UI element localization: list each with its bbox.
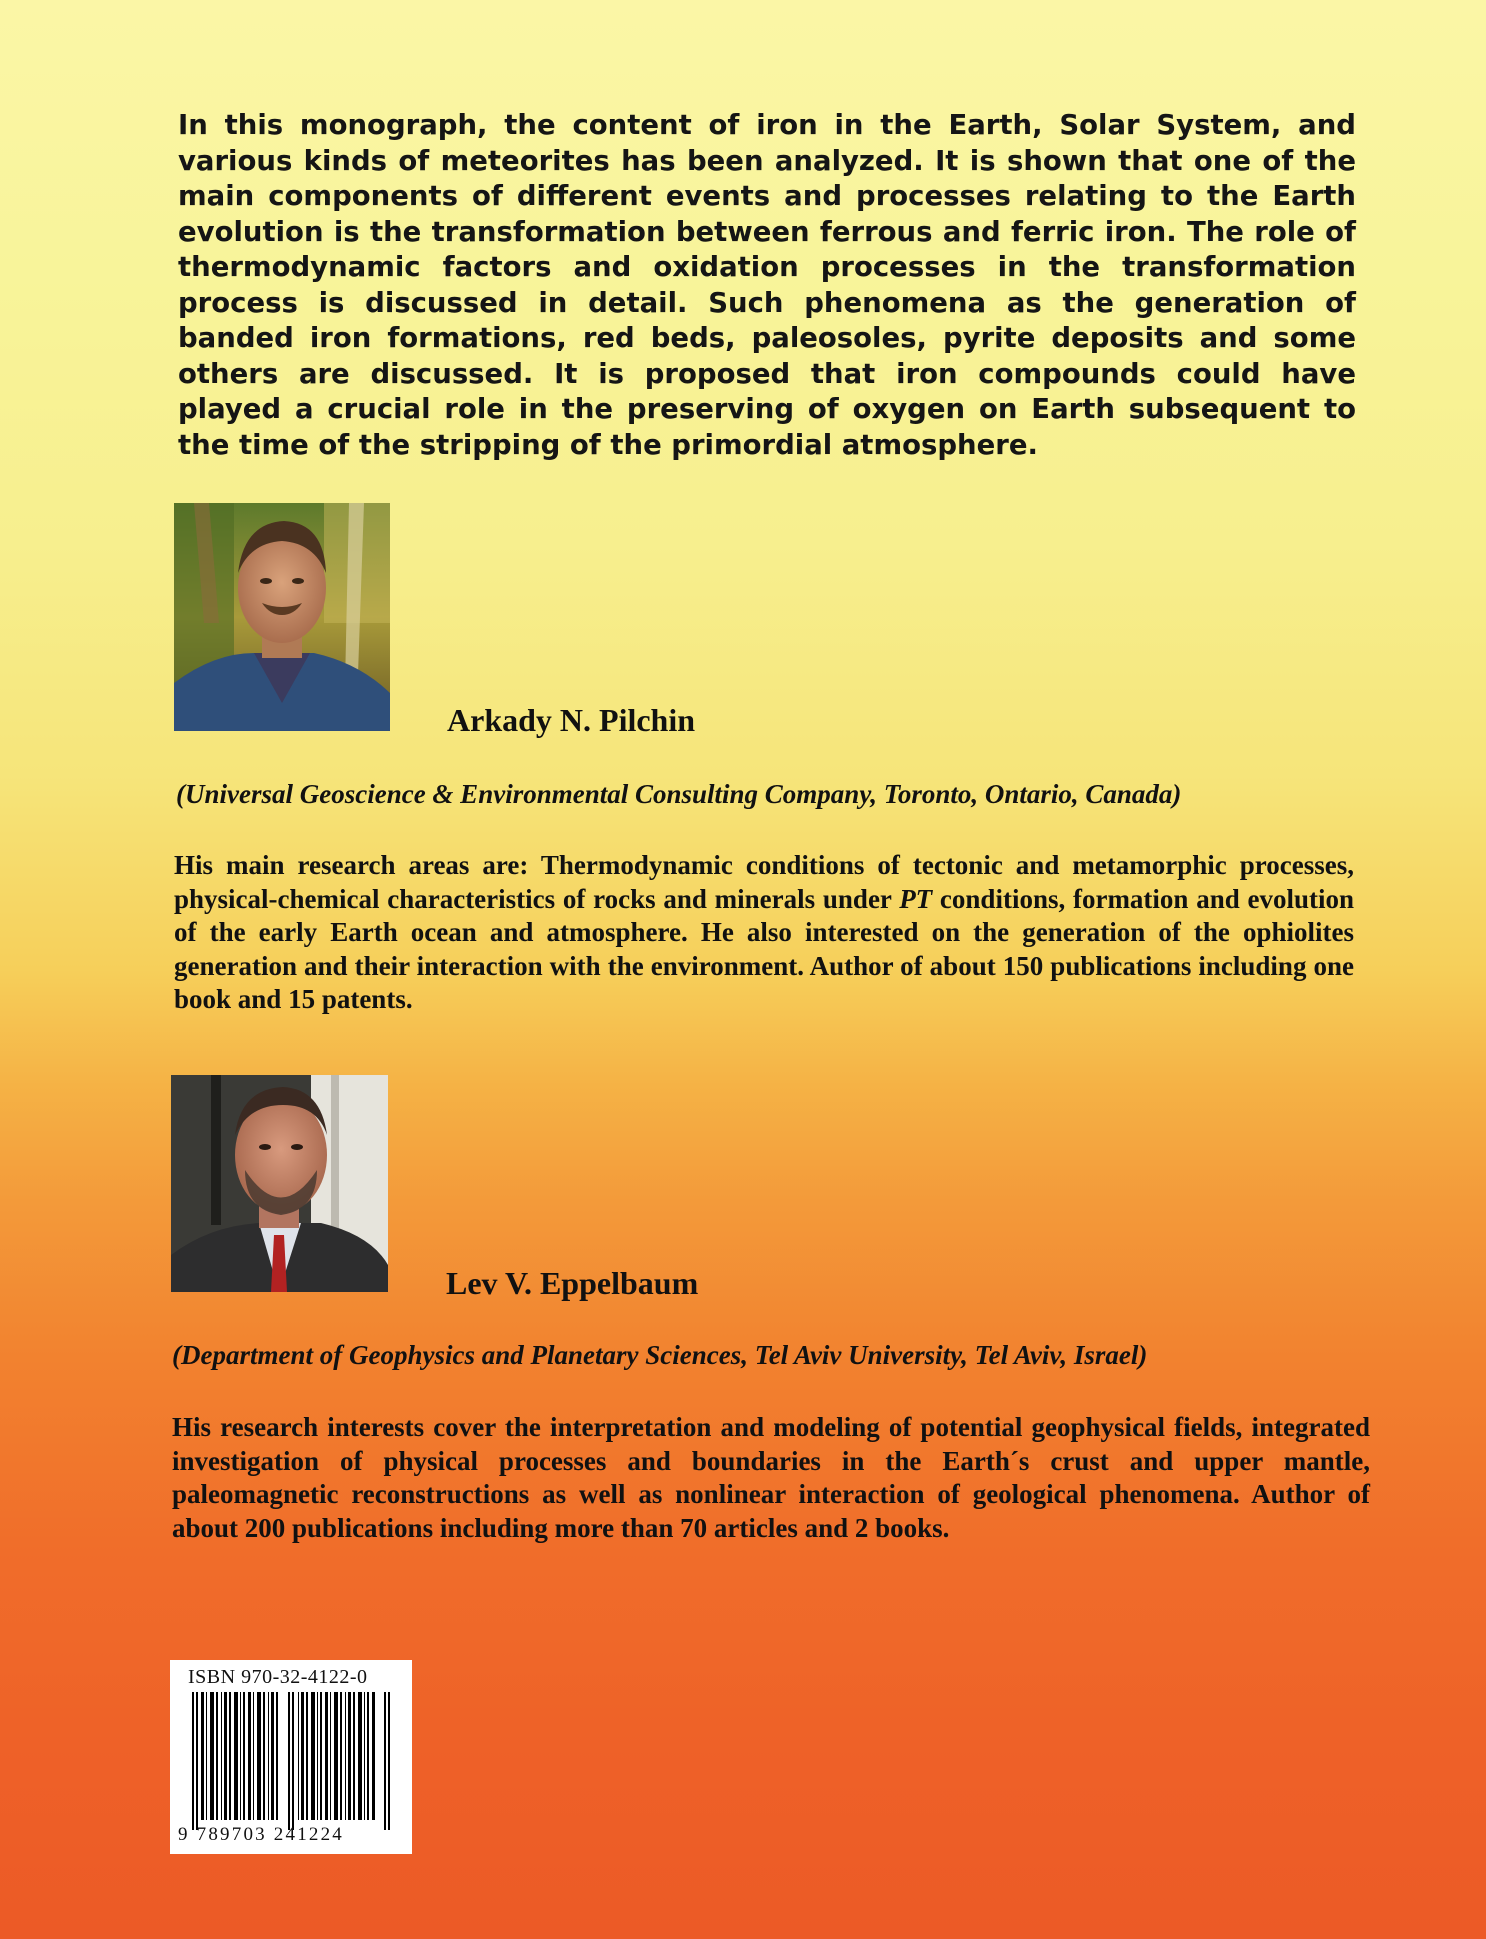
- author-affiliation-eppelbaum: (Department of Geophysics and Planetary Sciences, Tel Aviv University, Tel Aviv, Israel): [172, 1340, 1148, 1370]
- isbn-barcode: [170, 1660, 412, 1854]
- isbn-label: ISBN 970-32-4122-0: [188, 1666, 368, 1688]
- author-name-pilchin: Arkady N. Pilchin: [447, 702, 696, 738]
- book-description: In this monograph, the content of iron in the Earth, Solar System, and various kinds of meteorites has been analyzed. It is shown that one of the main components of different events and processes relating to the Earth evolution is the transformation between ferrous and ferric iron. The role of thermodynamic factors and oxidation processes in the transformation process is discussed in detail. Such phenomena as the generation of banded iron formations, red beds, paleosoles, pyrite deposits and some others are discussed. It is proposed that iron compounds could have played a crucial role in the preserving of oxygen on Earth subsequent to the time of the stripping of the primordial atmosphere.: [178, 109, 1356, 461]
- barcode-digits: 9 789703 241224: [178, 1824, 344, 1845]
- barcode-bars: [192, 1692, 392, 1830]
- author-name-eppelbaum: Lev V. Eppelbaum: [446, 1265, 699, 1301]
- author-bio-eppelbaum: His research interests cover the interpretation and modeling of potential geophysical fields, integrated investigation of physical processes and boundaries in the Earth´s crust and upper mantle, paleomagnetic reconstructions as well as nonlinear interaction of geological phenomena. Author of about 200 publications including more than 70 articles and 2 books.: [172, 1412, 1370, 1543]
- author-affiliation-pilchin: (Universal Geoscience & Environmental Consulting Company, Toronto, Ontario, Canada): [176, 779, 1182, 809]
- bio-text-part2: conditions, formation and evolution of the early Earth ocean and atmosphere. He also interested on the generation of the ophiolites generation and their interaction with the environment. Author of about 150 publications including one book and 15 patents.: [174, 883, 1354, 1014]
- author-photo-pilchin: [174, 503, 390, 731]
- author-photo-eppelbaum: [171, 1075, 388, 1292]
- bio-text-italic: PT: [899, 883, 933, 914]
- author-bio-pilchin: [174, 849, 1354, 1017]
- bio-text-part1: His main research areas are: Thermodynamic conditions of tectonic and metamorphic processes, physical-chemical characteristics of rocks and minerals under: [174, 850, 1354, 914]
